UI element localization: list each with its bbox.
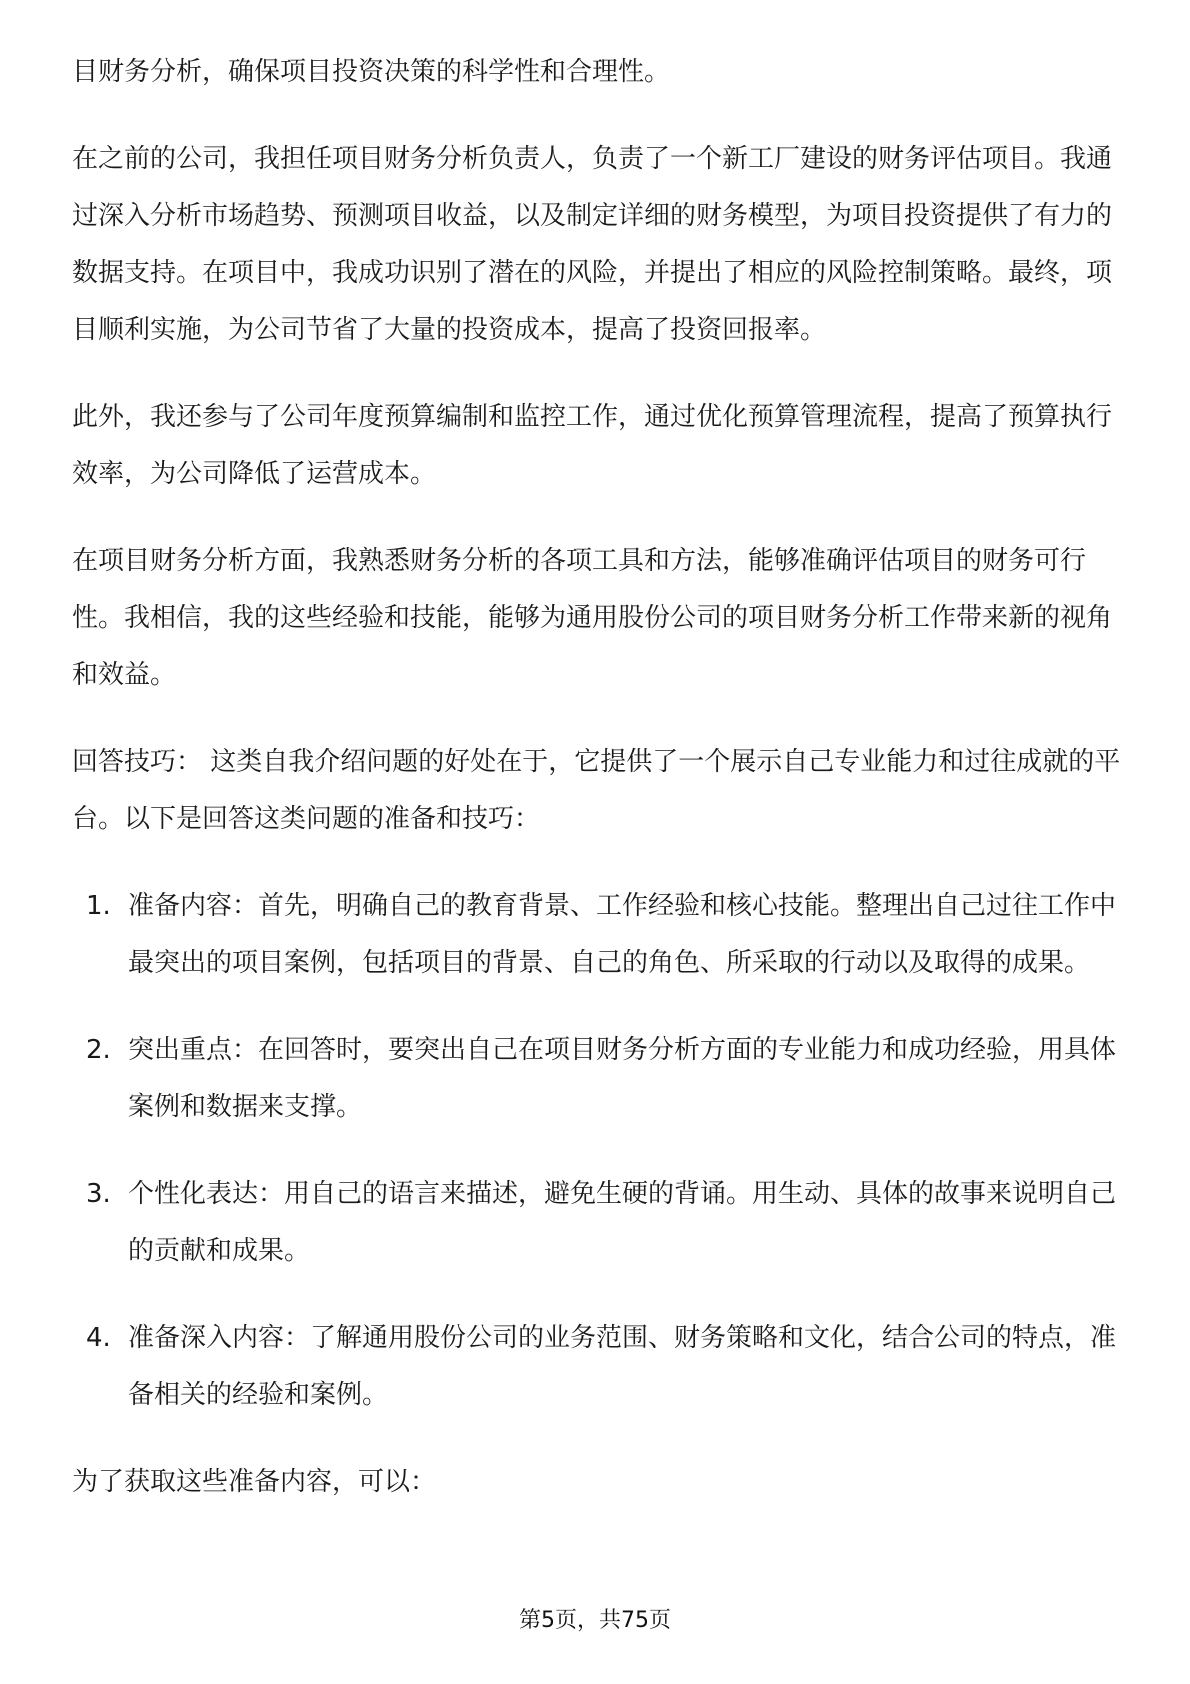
paragraph-closing: 为了获取这些准备内容，可以： — [72, 1467, 437, 1497]
list-item-number: 3. — [86, 1179, 111, 1209]
list-item-number: 1. — [86, 891, 111, 921]
list-item-number: 2. — [86, 1035, 111, 1065]
list-item-text: 准备内容：首先，明确自己的教育背景、工作经验和核心技能。整理出自己过往工作中最突出的项目案例，包括项目的背景、自己的角色、所采取的行动以及取得的成果。 — [128, 891, 1117, 978]
page-footer: 第5页，共75页 — [519, 1608, 671, 1633]
list-item — [72, 878, 1122, 992]
list-item — [72, 1166, 1122, 1280]
paragraph-previous-company: 在之前的公司，我担任项目财务分析负责人，负责了一个新工厂建设的财务评估项目。我通过深入分析市场趋势、预测项目收益，以及制定详细的财务模型，为项目投资提供了有力的数据支持。在项目中，我成功识别了潜在的风险，并提出了相应的风险控制策略。最终，项目顺利实施，为公司节省了大量的投资成本，提高了投资回报率。 — [72, 144, 1113, 345]
list-item-text: 准备深入内容：了解通用股份公司的业务范围、财务策略和文化，结合公司的特点，准备相关的经验和案例。 — [128, 1323, 1117, 1410]
page-content — [72, 44, 1122, 1541]
paragraph-skills: 在项目财务分析方面，我熟悉财务分析的各项工具和方法，能够准确评估项目的财务可行性。我相信，我的这些经验和技能，能够为通用股份公司的项目财务分析工作带来新的视角和效益。 — [72, 546, 1113, 690]
paragraph-intro-continuation: 目财务分析，确保项目投资决策的科学性和合理性。 — [72, 57, 671, 87]
list-item-text: 个性化表达：用自己的语言来描述，避免生硬的背诵。用生动、具体的故事来说明自己的贡献和成果。 — [128, 1179, 1117, 1266]
list-item-text: 突出重点：在回答时，要突出自己在项目财务分析方面的专业能力和成功经验，用具体案例和数据来支撑。 — [128, 1035, 1117, 1122]
paragraph-budget-work: 此外，我还参与了公司年度预算编制和监控工作，通过优化预算管理流程，提高了预算执行效率，为公司降低了运营成本。 — [72, 402, 1113, 489]
list-item — [72, 1022, 1122, 1136]
paragraph-answer-tips: 回答技巧： 这类自我介绍问题的好处在于，它提供了一个展示自己专业能力和过往成就的平台。以下是回答这类问题的准备和技巧： — [72, 747, 1121, 834]
list-item — [72, 1310, 1122, 1424]
list-item-number: 4. — [86, 1323, 111, 1353]
tips-list — [72, 878, 1122, 1424]
